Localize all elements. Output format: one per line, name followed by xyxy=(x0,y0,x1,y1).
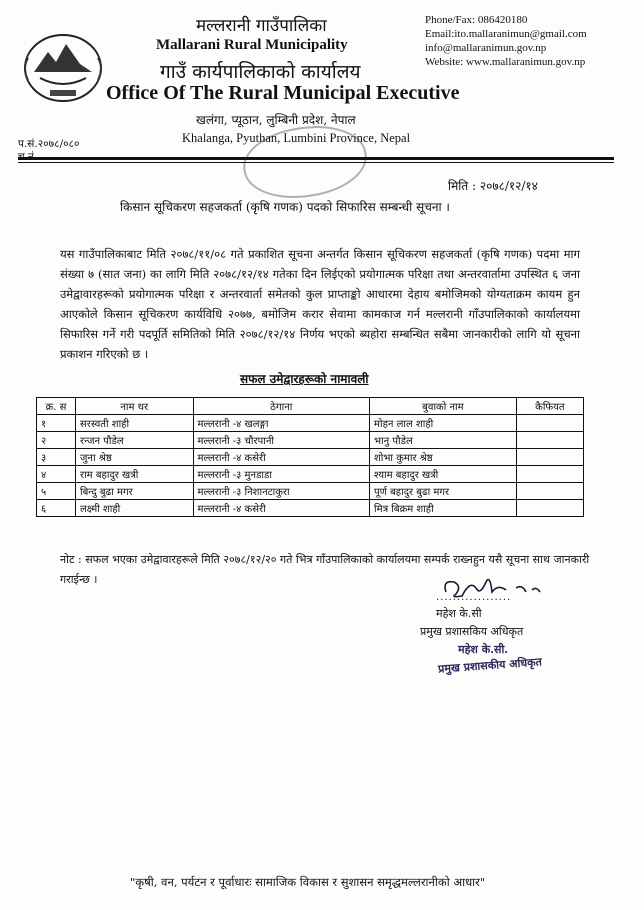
table-header-row xyxy=(37,398,584,415)
stamp-title: प्रमुख प्रशासकीय अधिकृत xyxy=(437,655,543,676)
col-father-name: बुवाको नाम xyxy=(370,398,517,415)
cell-serial: ५ xyxy=(37,483,76,500)
municipality-emblem xyxy=(20,28,106,104)
signatory-title: प्रमुख प्रशासकिय अधिकृत xyxy=(420,625,524,638)
cell-remarks xyxy=(516,466,583,483)
candidate-table xyxy=(36,397,584,517)
cell-address: मल्लरानी -३ निशानटाकुरा xyxy=(193,483,369,500)
col-name: नाम थर xyxy=(76,398,194,415)
cell-father-name: शोभा कुमार श्रेष्ठ xyxy=(370,449,517,466)
contact-email-secondary[interactable]: info@mallaranimun.gov.np xyxy=(425,42,547,54)
cell-father-name: भानु पौडेल xyxy=(370,432,517,449)
notice-body: यस गाउँपालिकाबाट मिति २०७८/११/०८ गते प्रकाशित सूचना अन्तर्गत किसान सूचिकरण सहजकर्ता (कृषि गणक) पदमा माग संख्या ७ (सात जना) का लागि मिति २०७८/१२/१४ गतेका दिन लिईएको प्रयोगात्मक परिक्षा तथा अन्तरवार्तामा उपस्थित ६ जना उमेद्वावारहरूको प्रयोगात्मक परिक्षा र अन्तरवार्ता समेतको कुल प्राप्ताङ्को आधारमा देहाय बमोजिमको योग्यताक्रम कायम हुन आएकोले किसान सूचिकरण कार्यविधि २०७७, बमोजिम करार सेवामा कामकाज गर्न मल्लरानी गाँउपालिकाको कार्यालयमा सिफारिस गर्ने गरी पदपूर्ति समितिको मिति २०७८/१२/१४ निर्णय भएको ब्यहोरा सम्बन्धित सबैमा जानकारीको लागि यो सूचना प्रकाशन गरिएको छ । xyxy=(60,247,580,361)
header-english-office: Office Of The Rural Municipal Executive xyxy=(106,82,460,104)
footer-slogan: "कृषी, वन, पर्यटन र पूर्वाधारः सामाजिक विकास र सुशासन समृद्धमल्लरानीको आधार" xyxy=(130,875,486,889)
table-row xyxy=(37,483,584,500)
reference-number: प.सं.२०७८/०८० xyxy=(18,138,80,150)
contact-block xyxy=(425,13,587,69)
col-serial: क्र. स xyxy=(37,398,76,415)
header-english-address: Khalanga, Pyuthan, Lumbini Province, Nepal xyxy=(182,131,411,145)
cell-serial: २ xyxy=(37,432,76,449)
header-english-municipality: Mallarani Rural Municipality xyxy=(156,37,348,53)
cell-father-name: मित्र बिक्रम शाही xyxy=(370,500,517,517)
notice-date: मिति : २०७८/१२/१४ xyxy=(448,179,538,193)
col-remarks: कैफियत xyxy=(516,398,583,415)
header-nepali-municipality: मल्लरानी गाउँपालिका xyxy=(196,16,327,36)
cell-address: मल्लरानी -४ कसेरी xyxy=(193,449,369,466)
contact-email[interactable]: Email:ito.mallaranimun@gmail.com xyxy=(425,28,587,40)
cell-serial: ३ xyxy=(37,449,76,466)
stamp-name: महेश के.सी. xyxy=(458,643,509,656)
cell-father-name: मोहन लाल शाही xyxy=(370,415,517,432)
cell-address: मल्लरानी -३ मुनडाडा xyxy=(193,466,369,483)
cell-address: मल्लरानी -४ खलङ्गा xyxy=(193,415,369,432)
candidate-list-title: सफल उमेद्वारहरूको नामावली xyxy=(240,372,369,386)
signature-line: .................. xyxy=(436,592,512,603)
cell-remarks xyxy=(516,432,583,449)
col-address: ठेगाना xyxy=(193,398,369,415)
table-row xyxy=(37,432,584,449)
notice-note: नोट : सफल भएका उमेद्वावारहरूले मिति २०७८/१२/२० गते भित्र गाँउपालिकाको कार्यालयमा सम्पर्क राख्नहुन यसै सूचना साथ जानकारी गराईन्छ । xyxy=(60,553,590,586)
cell-serial: १ xyxy=(37,415,76,432)
cell-name: जुना श्रेष्ठ xyxy=(76,449,194,466)
cell-address: मल्लरानी -४ कसेरी xyxy=(193,500,369,517)
cell-remarks xyxy=(516,500,583,517)
cell-address: मल्लरानी -३ चौरपानी xyxy=(193,432,369,449)
contact-phone: Phone/Fax: 086420180 xyxy=(425,14,528,26)
cell-remarks xyxy=(516,449,583,466)
cell-name: बिन्दु बुढा मगर xyxy=(76,483,194,500)
signatory-name: महेश के.सी xyxy=(436,607,482,620)
cell-name: राम बहादुर खत्री xyxy=(76,466,194,483)
header-divider-thin xyxy=(18,162,614,163)
cell-name: लक्ष्मी शाही xyxy=(76,500,194,517)
notice-subject: किसान सूचिकरण सहजकर्ता (कृषि गणक) पदको सिफारिस सम्बन्धी सूचना । xyxy=(120,200,450,214)
contact-website[interactable]: Website: www.mallaranimun.gov.np xyxy=(425,56,586,68)
cell-name: रन्जन पौडेल xyxy=(76,432,194,449)
cell-remarks xyxy=(516,483,583,500)
header-divider xyxy=(18,157,614,160)
cell-serial: ६ xyxy=(37,500,76,517)
cell-remarks xyxy=(516,415,583,432)
header-nepali-office: गाउँ कार्यपालिकाको कार्यालय xyxy=(160,61,361,83)
cell-name: सरस्वती शाही xyxy=(76,415,194,432)
header-nepali-address: खलंगा, प्यूठान, लुम्बिनी प्रदेश, नेपाल xyxy=(196,113,356,127)
reference-block xyxy=(18,138,80,164)
cell-serial: ४ xyxy=(37,466,76,483)
cell-father-name: पूर्ण बहादुर बुढा मगर xyxy=(370,483,517,500)
table-row xyxy=(37,415,584,432)
table-row xyxy=(37,500,584,517)
table-row xyxy=(37,466,584,483)
table-row xyxy=(37,449,584,466)
cell-father-name: श्याम बहादुर खत्री xyxy=(370,466,517,483)
